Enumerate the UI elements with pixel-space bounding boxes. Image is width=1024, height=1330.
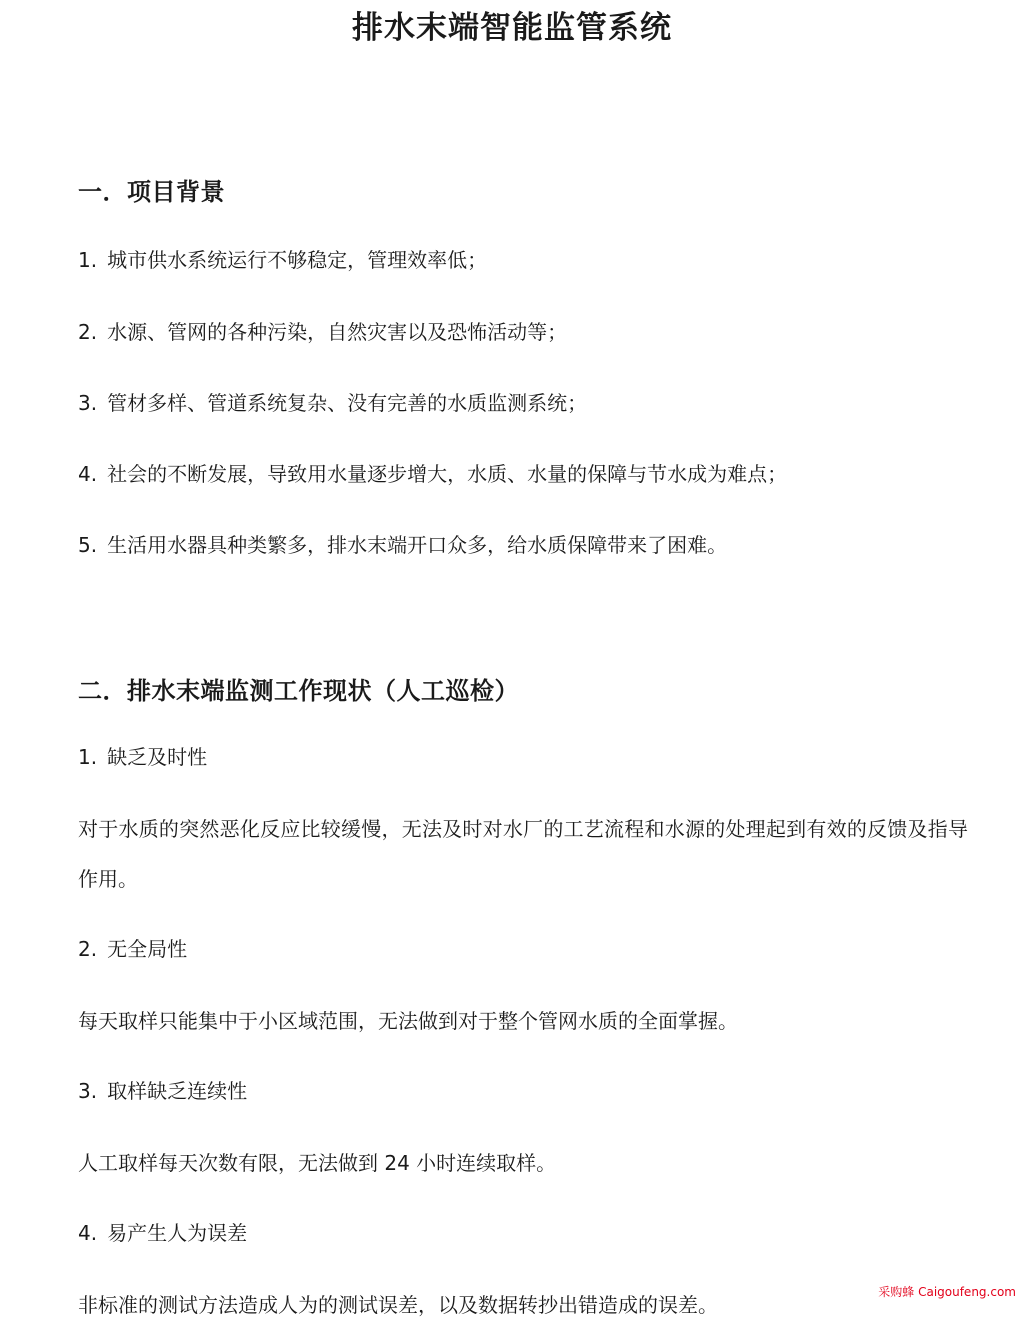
list-item-number: 3. (78, 391, 98, 415)
subsection-description: 对于水质的突然恶化反应比较缓慢，无法及时对水厂的工艺流程和水源的处理起到有效的反馈及指导作用。 (78, 817, 968, 891)
subsection-label-text: 易产生人为误差 (107, 1221, 248, 1245)
list-item (78, 460, 787, 488)
list-item-text: 水源、管网的各种污染，自然灾害以及恐怖活动等； (107, 320, 568, 344)
subsection-label (78, 1219, 247, 1247)
list-item (78, 389, 587, 417)
list-item-text: 社会的不断发展，导致用水量逐步增大，水质、水量的保障与节水成为难点； (107, 462, 788, 486)
section-heading-background: 一．项目背景 (78, 178, 225, 206)
site-watermark: 采购蜂 Caigoufeng.com (878, 1285, 1016, 1299)
list-item (78, 531, 727, 559)
list-item (78, 318, 567, 346)
subsection-label-text: 取样缺乏连续性 (107, 1079, 248, 1103)
subsection-label (78, 743, 207, 771)
subsection-description: 人工取样每天次数有限，无法做到 24 小时连续取样。 (78, 1151, 557, 1175)
subsection-description: 每天取样只能集中于小区域范围，无法做到对于整个管网水质的全面掌握。 (78, 1009, 738, 1033)
subsection-label (78, 935, 187, 963)
list-item-number: 1. (78, 248, 98, 272)
subsection-label-text: 缺乏及时性 (107, 745, 208, 769)
list-item-text: 管材多样、管道系统复杂、没有完善的水质监测系统； (107, 391, 588, 415)
list-item-number: 4. (78, 1221, 98, 1245)
list-item (78, 246, 487, 274)
section-heading-current-status: 二．排水末端监测工作现状（人工巡检） (78, 677, 519, 705)
list-item-number: 4. (78, 462, 98, 486)
list-item-number: 3. (78, 1079, 98, 1103)
list-item-number: 2. (78, 320, 98, 344)
list-item-text: 城市供水系统运行不够稳定，管理效率低； (107, 248, 488, 272)
document-title: 排水末端智能监管系统 (352, 10, 672, 46)
subsection-label-text: 无全局性 (107, 937, 188, 961)
subsection-description: 非标准的测试方法造成人为的测试误差，以及数据转抄出错造成的误差。 (78, 1293, 718, 1317)
list-item-number: 1. (78, 745, 98, 769)
subsection-label (78, 1077, 247, 1105)
list-item-number: 2. (78, 937, 98, 961)
list-item-text: 生活用水器具种类繁多，排水末端开口众多，给水质保障带来了困难。 (107, 533, 728, 557)
list-item-number: 5. (78, 533, 98, 557)
